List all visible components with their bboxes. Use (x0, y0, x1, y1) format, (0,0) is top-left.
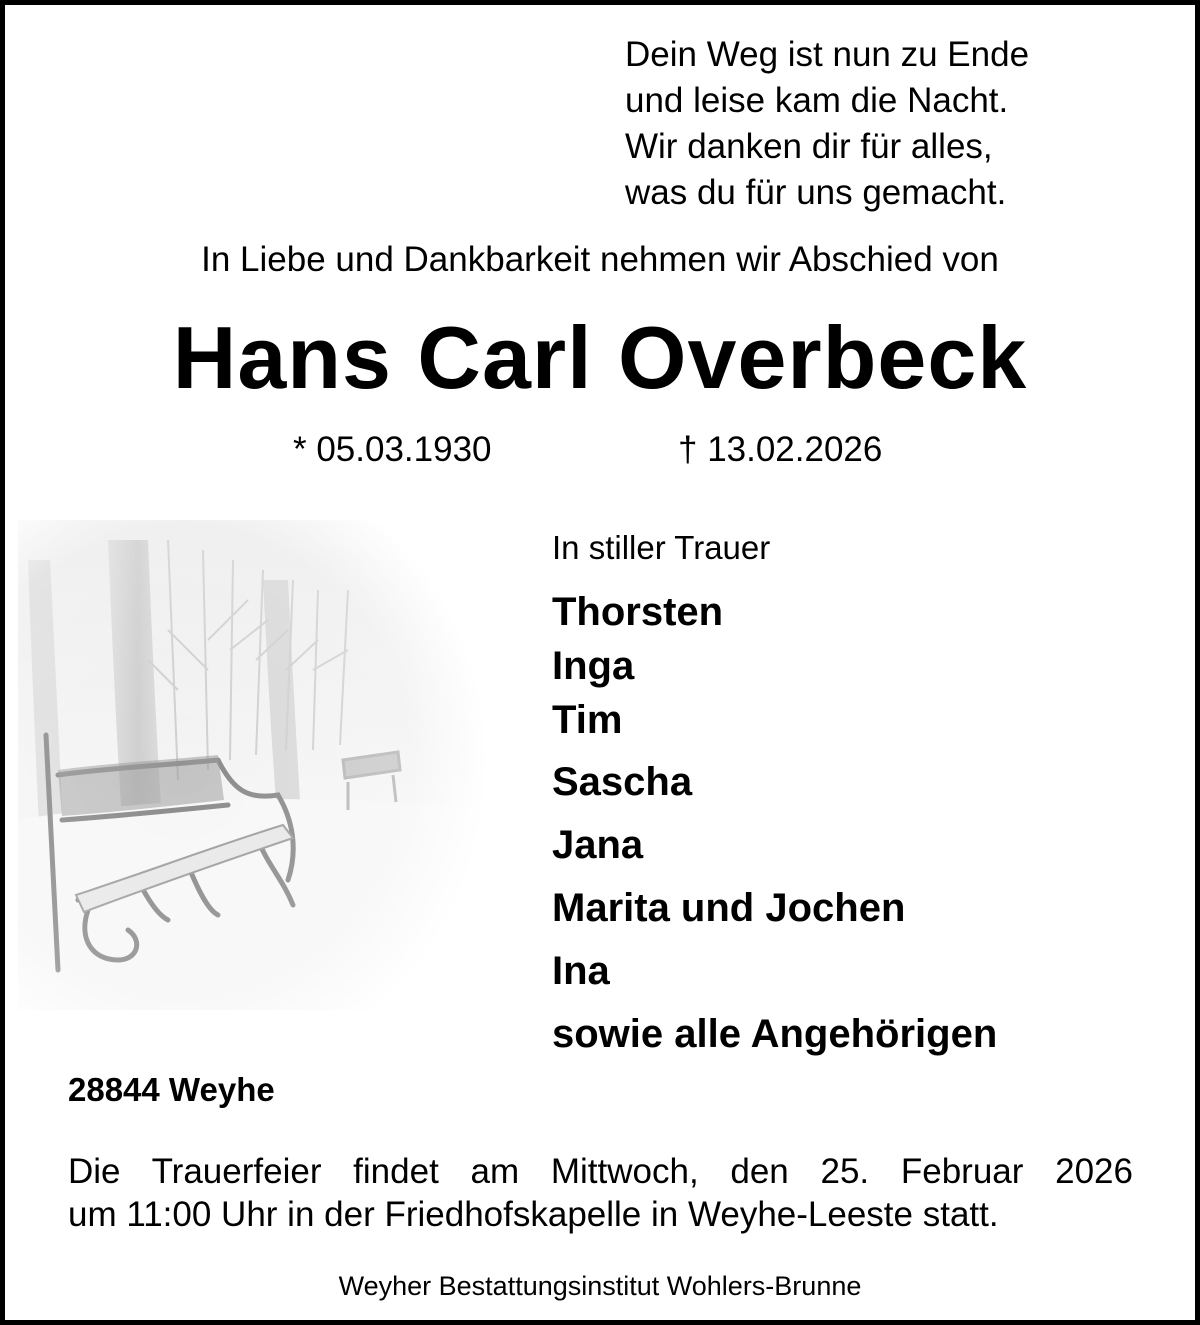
mourner-name: Thorsten (552, 590, 724, 634)
location: 28844 Weyhe (68, 1071, 275, 1108)
poem-line: Dein Weg ist nun zu Ende (625, 35, 1030, 74)
mourning-intro: In stiller Trauer (552, 529, 771, 566)
birth-date: * 05.03.1930 (293, 430, 492, 469)
mourner-name: Tim (552, 698, 623, 742)
mourner-name: Sascha (552, 760, 693, 804)
funeral-service-notice (68, 1150, 1133, 1236)
service-line: Die Trauerfeier findet am Mittwoch, den 25. Februar 2026 (68, 1152, 1133, 1191)
mourner-name: Marita und Jochen (552, 886, 906, 930)
mourner-name: Inga (552, 644, 635, 688)
farewell-intro: In Liebe und Dankbarkeit nehmen wir Abschied von (201, 240, 999, 279)
poem (625, 32, 1029, 216)
poem-line: und leise kam die Nacht. (625, 81, 1009, 120)
mourner-name: Ina (552, 949, 610, 993)
death-date: † 13.02.2026 (678, 430, 883, 469)
mourner-name: Jana (552, 823, 644, 867)
deceased-name: Hans Carl Overbeck (172, 308, 1028, 407)
mourner-name: sowie alle Angehörigen (552, 1012, 998, 1056)
service-line: um 11:00 Uhr in der Friedhofskapelle in Weyhe-Leeste statt. (68, 1195, 999, 1234)
poem-line: Wir danken dir für alles, (625, 127, 993, 166)
snowy-park-bench-image (18, 520, 488, 1010)
poem-line: was du für uns gemacht. (625, 173, 1007, 212)
mourners-list (552, 586, 997, 1060)
undertaker: Weyher Bestattungsinstitut Wohlers-Brunne (338, 1271, 862, 1301)
